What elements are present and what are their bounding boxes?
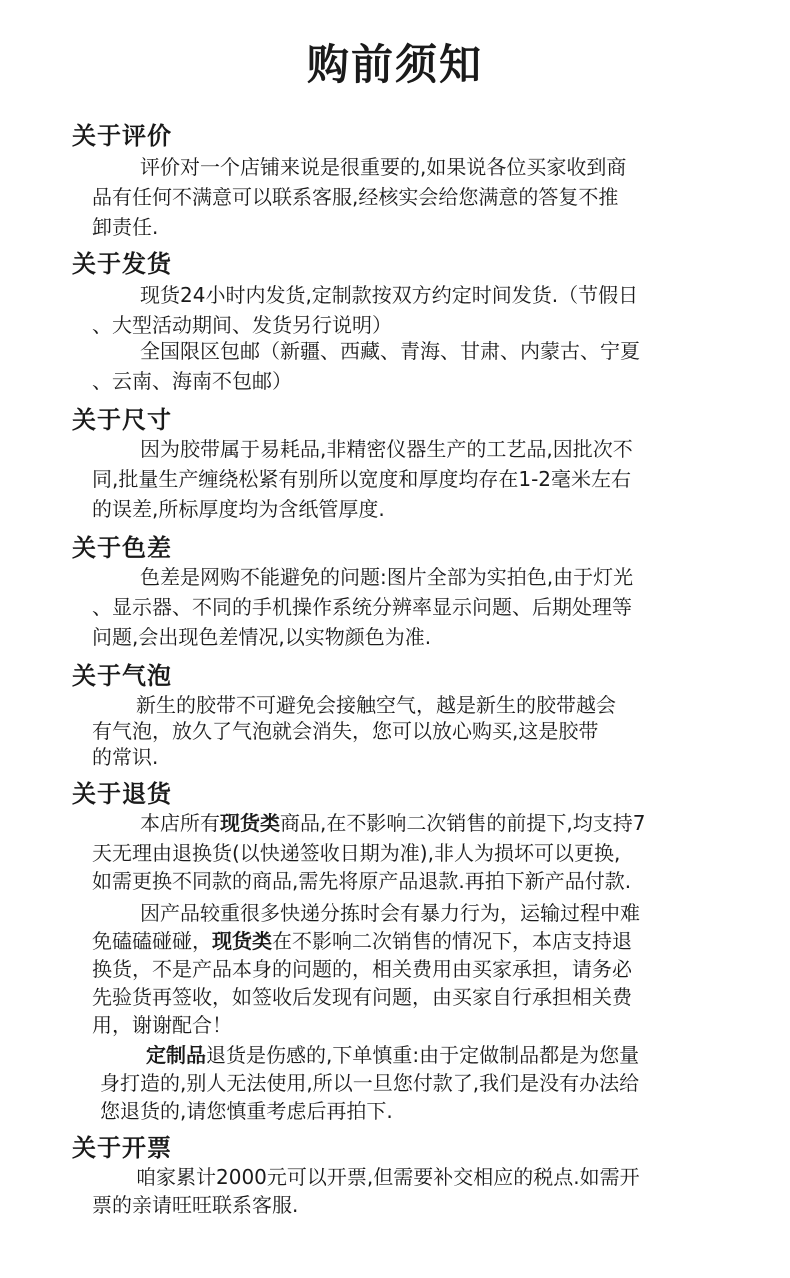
text-line: 您退货的,请您慎重考虑后再拍下.	[100, 1099, 393, 1123]
text-line: 、大型活动期间、发货另行说明）	[92, 313, 392, 337]
section-heading-review: 关于评价	[72, 121, 172, 150]
text-line	[92, 926, 632, 956]
inline-text: 退货是伤感的,下单慎重:由于定做制品都是为您量	[206, 1043, 640, 1067]
section-heading-color: 关于色差	[72, 533, 172, 562]
page-title: 购前须知	[306, 40, 483, 89]
bold-keyword: 定制品	[146, 1043, 206, 1067]
inline-text: 本店所有	[140, 811, 220, 835]
section-heading-returns: 关于退货	[72, 779, 172, 808]
text-line	[146, 1040, 639, 1070]
text-line: 因为胶带属于易耗品,非精密仪器生产的工艺品,因批次不	[140, 437, 633, 461]
section-heading-bubbles: 关于气泡	[72, 661, 172, 690]
text-line: 身打造的,别人无法使用,所以一旦您付款了,我们是没有办法给	[100, 1071, 640, 1095]
section-heading-invoice: 关于开票	[72, 1133, 172, 1162]
text-line: 因产品较重很多快递分拣时会有暴力行为，运输过程中难	[140, 901, 640, 925]
text-line: 换货，不是产品本身的问题的，相关费用由买家承担，请务必	[92, 957, 632, 981]
text-line: 如需更换不同款的商品,需先将原产品退款.再拍下新产品付款.	[92, 869, 632, 893]
inline-text: 商品,	[280, 811, 327, 835]
text-line: 先验货再签收，如签收后发现有问题，由买家自行承担相关费	[92, 985, 632, 1009]
text-line: 品有任何不满意可以联系客服,经核实会给您满意的答复不推	[92, 185, 619, 209]
inline-text: 免磕磕碰碰，	[92, 929, 212, 953]
text-line: 问题,会出现色差情况,以实物颜色为准.	[92, 625, 432, 649]
text-line: 用，谢谢配合！	[92, 1013, 232, 1037]
text-line: 有气泡，放久了气泡就会消失，您可以放心购买,这是胶带	[92, 719, 599, 743]
inline-text: 在不影响二次销售的前提下,均支持7	[326, 811, 646, 835]
text-line: 新生的胶带不可避免会接触空气，越是新生的胶带越会	[136, 693, 616, 717]
text-line: 同,批量生产缠绕松紧有别所以宽度和厚度均存在1-2毫米左右	[92, 467, 632, 491]
text-line: 、显示器、不同的手机操作系统分辨率显示问题、后期处理等	[92, 595, 632, 619]
section-heading-size: 关于尺寸	[72, 405, 172, 434]
text-line: 全国限区包邮（新疆、西藏、青海、甘肃、内蒙古、宁夏	[140, 339, 640, 363]
text-line: 的常识.	[92, 745, 159, 769]
inline-text: 在不影响二次销售的情况下，本店支持退	[272, 929, 632, 953]
section-heading-shipping: 关于发货	[72, 249, 172, 278]
text-line: 天无理由退换货(以快递签收日期为准),非人为损坏可以更换,	[92, 841, 621, 865]
bold-keyword: 现货类	[212, 929, 272, 953]
text-line: 票的亲请旺旺联系客服.	[92, 1193, 299, 1217]
text-line: 卸责任.	[92, 215, 159, 239]
text-line: 现货24小时内发货,定制款按双方约定时间发货.（节假日	[140, 283, 639, 307]
bold-keyword: 现货类	[220, 811, 280, 835]
text-line: 评价对一个店铺来说是很重要的,如果说各位买家收到商	[140, 155, 627, 179]
text-line: 咱家累计2000元可以开票,但需要补交相应的税点.如需开	[136, 1165, 640, 1189]
text-line	[140, 808, 645, 838]
text-line: 色差是网购不能避免的问题:图片全部为实拍色,由于灯光	[140, 565, 634, 589]
text-line: 、云南、海南不包邮）	[92, 369, 292, 393]
text-line: 的误差,所标厚度均为含纸管厚度.	[92, 497, 385, 521]
